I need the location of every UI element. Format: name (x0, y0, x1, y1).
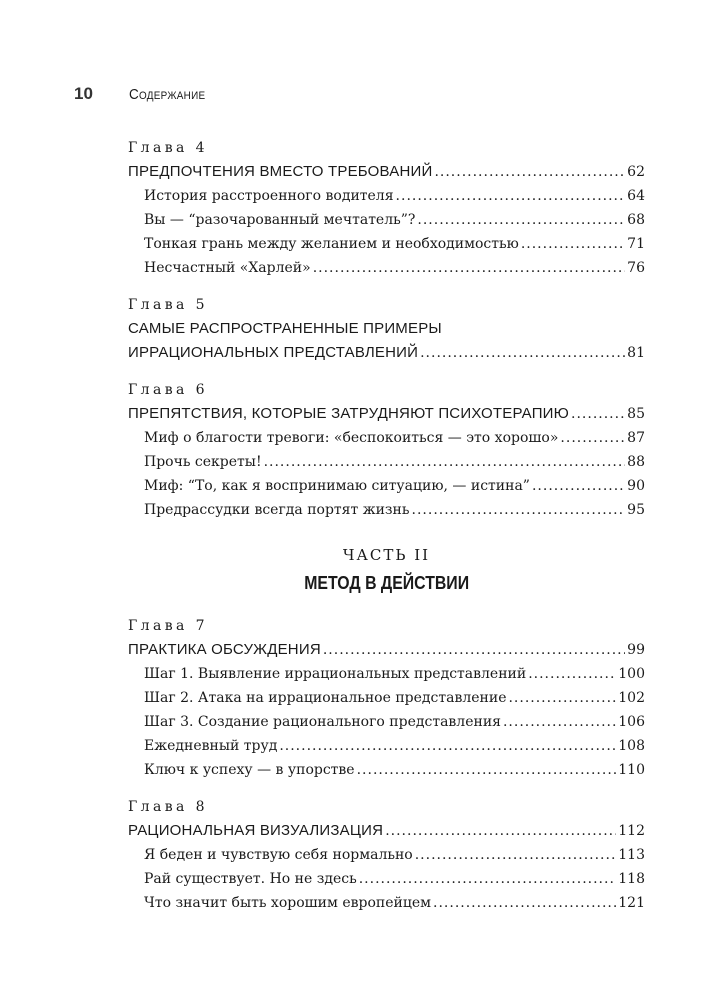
entry-title: Рай существует. Но не здесь (144, 871, 357, 887)
leader-dots (385, 819, 616, 843)
chapter-label: Глава 6 (128, 382, 208, 398)
leader-dots (521, 232, 625, 256)
entry-page: 64 (627, 188, 645, 204)
toc-subentry[interactable] (128, 758, 645, 782)
toc-subentry[interactable] (128, 232, 645, 256)
entry-page: 95 (627, 502, 645, 518)
leader-dots (412, 498, 626, 522)
leader-dots (415, 843, 617, 867)
leader-dots (528, 662, 616, 686)
leader-dots (279, 734, 616, 758)
entry-title: ПРАКТИКА ОБСУЖДЕНИЯ (128, 641, 321, 658)
leader-dots (323, 638, 625, 662)
toc-subentry[interactable] (128, 710, 645, 734)
toc-entry[interactable] (128, 402, 645, 426)
toc-subentry[interactable] (128, 686, 645, 710)
entry-page: 81 (627, 345, 645, 361)
entry-page: 112 (618, 823, 645, 839)
leader-dots (357, 758, 617, 782)
entry-page: 76 (627, 260, 645, 276)
entry-title: Ежедневный труд (144, 738, 278, 754)
entry-title: Миф: “То, как я воспринимаю ситуацию, — истина” (144, 478, 530, 494)
entry-title: Я беден и чувствую себя нормально (144, 847, 413, 863)
entry-title: Шаг 1. Выявление иррациональных представлений (144, 666, 527, 682)
leader-dots (396, 184, 626, 208)
leader-dots (571, 402, 625, 426)
entry-page: 118 (618, 871, 645, 887)
entry-page: 100 (618, 666, 645, 682)
entry-title: Прочь секреты! (144, 454, 262, 470)
chapter-label: Глава 8 (128, 799, 208, 815)
entry-page: 62 (627, 164, 645, 180)
chapter-5 (128, 293, 645, 365)
entry-page: 87 (627, 430, 645, 446)
entry-title: ИРРАЦИОНАЛЬНЫХ ПРЕДСТАВЛЕНИЙ (128, 344, 419, 361)
part-heading (128, 542, 645, 598)
leader-dots (434, 160, 625, 184)
toc-entry[interactable] (128, 341, 645, 365)
chapter-7 (128, 614, 645, 782)
leader-dots (508, 686, 616, 710)
entry-title: Шаг 2. Атака на иррациональное представление (144, 690, 507, 706)
entry-title: Что значит быть хорошим европейцем (144, 895, 432, 911)
entry-page: 121 (618, 895, 645, 911)
toc-subentry[interactable] (128, 256, 645, 280)
running-head (74, 84, 214, 104)
part-label: ЧАСТЬ II (342, 546, 431, 564)
entry-page: 85 (627, 406, 645, 422)
entry-title: Предрассудки всегда портят жизнь (144, 502, 410, 518)
entry-title: Несчастный «Харлей» (144, 260, 311, 276)
chapter-label: Глава 7 (128, 618, 208, 634)
chapter-label: Глава 5 (128, 297, 208, 313)
leader-dots (560, 426, 625, 450)
table-of-contents (128, 136, 645, 928)
entry-page: 110 (618, 762, 645, 778)
entry-page: 113 (618, 847, 645, 863)
toc-subentry[interactable] (128, 450, 645, 474)
toc-subentry[interactable] (128, 867, 645, 891)
entry-page: 71 (627, 236, 645, 252)
toc-subentry[interactable] (128, 498, 645, 522)
entry-title: Вы — “разочарованный мечтатель”? (144, 212, 416, 228)
leader-dots (532, 474, 625, 498)
entry-title: История расстроенного водителя (144, 188, 394, 204)
running-title: Содержание (129, 86, 206, 103)
leader-dots (417, 208, 625, 232)
entry-title: Ключ к успеху — в упорстве (144, 762, 355, 778)
toc-entry-line-1[interactable] (128, 317, 645, 341)
leader-dots (420, 341, 625, 365)
toc-subentry[interactable] (128, 843, 645, 867)
page-number: 10 (74, 84, 93, 103)
chapter-8 (128, 795, 645, 915)
entry-title: Шаг 3. Создание рационального представления (144, 714, 501, 730)
entry-title: Миф о благости тревоги: «беспокоиться — это хорошо» (144, 430, 559, 446)
part-title: МЕТОД В ДЕЙСТВИИ (304, 573, 469, 593)
entry-title: ПРЕДПОЧТЕНИЯ ВМЕСТО ТРЕБОВАНИЙ (128, 163, 433, 180)
entry-title: САМЫЕ РАСПРОСТРАНЕННЫЕ ПРИМЕРЫ (128, 320, 442, 337)
toc-subentry[interactable] (128, 891, 645, 915)
toc-subentry[interactable] (128, 734, 645, 758)
leader-dots (433, 891, 616, 915)
entry-page: 90 (627, 478, 645, 494)
entry-page: 88 (627, 454, 645, 470)
chapter-label: Глава 4 (128, 140, 208, 156)
entry-title: Тонкая грань между желанием и необходимостью (144, 236, 519, 252)
toc-subentry[interactable] (128, 662, 645, 686)
toc-entry[interactable] (128, 160, 645, 184)
entry-page: 102 (618, 690, 645, 706)
entry-page: 108 (618, 738, 645, 754)
toc-entry[interactable] (128, 819, 645, 843)
toc-subentry[interactable] (128, 474, 645, 498)
toc-subentry[interactable] (128, 208, 645, 232)
entry-title: РАЦИОНАЛЬНАЯ ВИЗУАЛИЗАЦИЯ (128, 822, 384, 839)
leader-dots (503, 710, 616, 734)
toc-subentry[interactable] (128, 184, 645, 208)
chapter-6 (128, 378, 645, 522)
entry-page: 106 (618, 714, 645, 730)
entry-title: ПРЕПЯТСТВИЯ, КОТОРЫЕ ЗАТРУДНЯЮТ ПСИХОТЕРАПИЮ (128, 405, 570, 422)
entry-page: 99 (627, 642, 645, 658)
chapter-4 (128, 136, 645, 280)
leader-dots (359, 867, 617, 891)
entry-page: 68 (627, 212, 645, 228)
toc-entry[interactable] (128, 638, 645, 662)
leader-dots (264, 450, 626, 474)
leader-dots (313, 256, 625, 280)
toc-subentry[interactable] (128, 426, 645, 450)
